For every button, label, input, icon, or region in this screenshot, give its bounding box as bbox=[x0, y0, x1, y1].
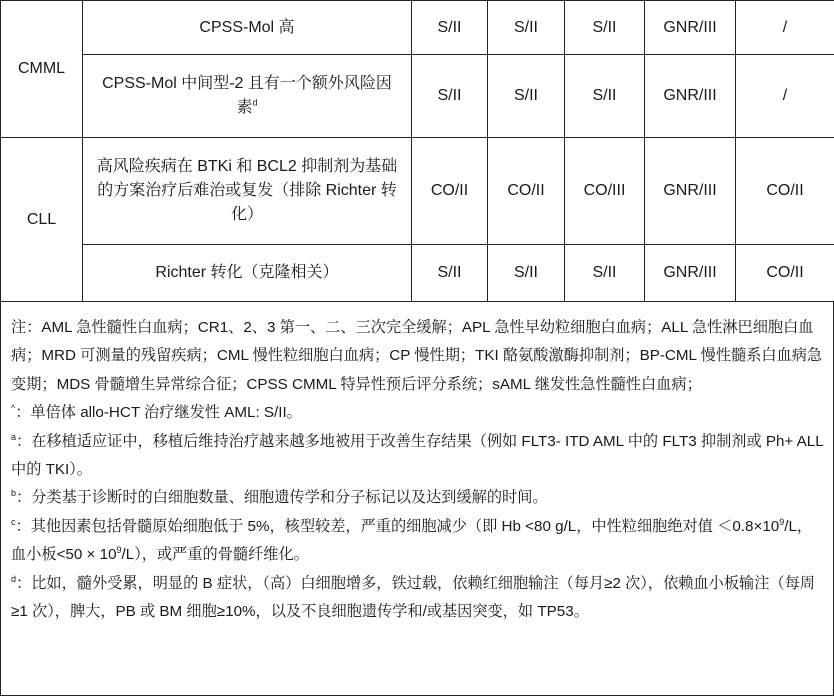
footnote-b bbox=[11, 484, 825, 512]
value-cell: GNR/III bbox=[645, 1, 736, 55]
condition-cell bbox=[83, 245, 412, 302]
footnote-text: ：比如，髓外受累，明显的 B 症状，（高）白细胞增多，铁过载，依赖红细胞输注（每月≥2 次），依赖血小板输注（每周≥1 次），脾大，PB 或 BM 细胞≥10%，以及不良细胞遗传学和/或基因突变，如 TP53。 bbox=[11, 574, 815, 621]
value-cell: CO/II bbox=[488, 138, 565, 245]
footnote-d bbox=[11, 570, 825, 627]
table-row bbox=[1, 1, 834, 55]
value-cell: / bbox=[736, 1, 834, 55]
value-cell: S/II bbox=[412, 245, 488, 302]
value-cell: GNR/III bbox=[645, 55, 736, 138]
footnote-text: ：其他因素包括骨髓原始细胞低于 5%，核型较差，严重的细胞减少（即 Hb <80 g/L，中性粒细胞绝对值 ＜0.8×10 bbox=[15, 517, 780, 535]
value-cell: S/II bbox=[565, 245, 645, 302]
value-cell: S/II bbox=[488, 1, 565, 55]
value-cell: S/II bbox=[488, 245, 565, 302]
footnote-text: /L），或严重的骨髓纤维化。 bbox=[121, 546, 309, 564]
value-cell: S/II bbox=[565, 55, 645, 138]
abbreviations-note: 注：AML 急性髓性白血病；CR1、2、3 第一、二、三次完全缓解；APL 急性早幼粒细胞白血病；ALL 急性淋巴细胞白血病；MRD 可测量的残留疾病；CML 慢性粒细胞白血病；CP 慢性期；TKI 酪氨酸激酶抑制剂；BP-CML 慢性髓系白血病急变期；MDS 骨髓增生异常综合征；CPSS CMML 特异性预后评分系统；sAML 继发性急性髓性白血病； bbox=[11, 319, 823, 393]
condition-cell bbox=[83, 138, 412, 245]
value-cell: CO/II bbox=[412, 138, 488, 245]
footnote-marker: d bbox=[11, 573, 17, 584]
footnote-text: ：分类基于诊断时的白细胞数量、细胞遗传学和分子标记以及达到缓解的时间。 bbox=[16, 489, 548, 507]
value-cell: CO/III bbox=[565, 138, 645, 245]
value-cell: CO/II bbox=[736, 245, 834, 302]
condition-text: CPSS-Mol 中间型-2 且有一个额外风险因素 bbox=[102, 75, 392, 116]
exponent: 9 bbox=[779, 516, 785, 527]
footnote-text: ：单倍体 allo-HCT 治疗继发性 AML: S/II。 bbox=[15, 404, 302, 422]
disease-cell: CMML bbox=[1, 1, 83, 138]
footnote-marker: c bbox=[11, 516, 16, 527]
footnote-text: /L，血小板<50 × 10 bbox=[11, 517, 813, 564]
value-cell: / bbox=[736, 55, 834, 138]
condition-text: CPSS-Mol 高 bbox=[199, 18, 295, 36]
condition-text: Richter 转化（克隆相关） bbox=[155, 264, 339, 281]
value-cell: GNR/III bbox=[645, 245, 736, 302]
footnote-a bbox=[11, 428, 825, 485]
footnote-marker: b bbox=[11, 488, 17, 499]
condition-cell bbox=[83, 55, 412, 138]
footnote-marker: a bbox=[11, 431, 17, 442]
footnote-caret bbox=[11, 399, 825, 427]
disease-cell: CLL bbox=[1, 138, 83, 302]
recommendation-table bbox=[0, 0, 834, 302]
footnote-marker: d bbox=[252, 97, 258, 108]
value-cell: S/II bbox=[412, 55, 488, 138]
table-row bbox=[1, 245, 834, 302]
table-row bbox=[1, 138, 834, 245]
table-row bbox=[1, 55, 834, 138]
value-cell: S/II bbox=[488, 55, 565, 138]
value-cell: CO/II bbox=[736, 138, 834, 245]
footnote-marker: ^ bbox=[11, 403, 16, 414]
footnote-c bbox=[11, 513, 825, 570]
value-cell: S/II bbox=[565, 1, 645, 55]
condition-cell bbox=[83, 1, 412, 55]
value-cell: GNR/III bbox=[645, 138, 736, 245]
footnote-text: ：在移植适应证中，移植后维持治疗越来越多地被用于改善生存结果（例如 FLT3- ITD AML 中的 FLT3 抑制剂或 Ph+ ALL 中的 TKI）。 bbox=[11, 432, 824, 479]
value-cell: S/II bbox=[412, 1, 488, 55]
exponent: 9 bbox=[116, 545, 122, 556]
condition-text: 高风险疾病在 BTKi 和 BCL2 抑制剂为基础的方案治疗后难治或复发（排除 Richter 转化） bbox=[96, 158, 398, 223]
table-notes bbox=[0, 302, 834, 696]
